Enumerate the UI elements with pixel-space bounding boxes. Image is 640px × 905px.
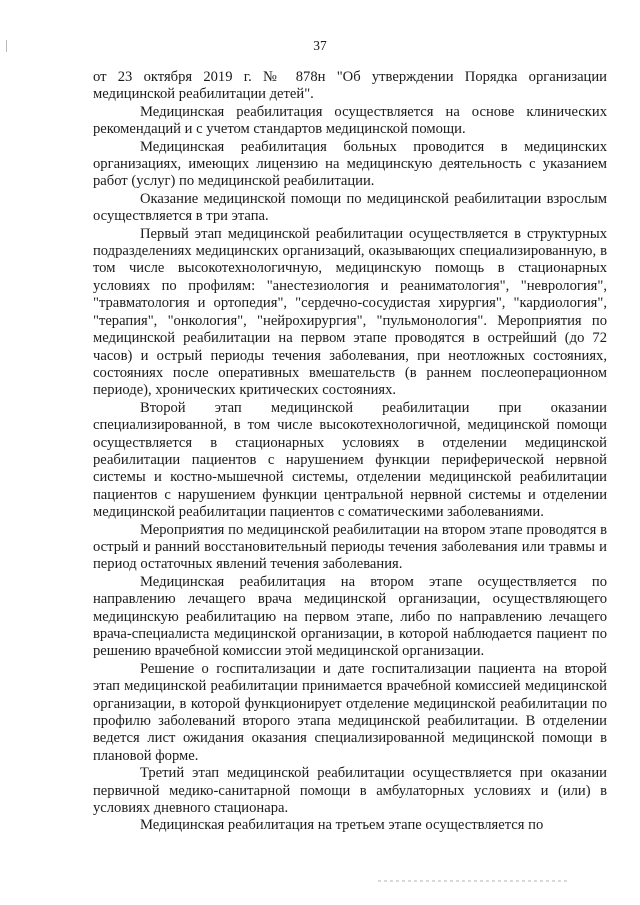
paragraph-9: Решение о госпитализации и дате госпитализации пациента на второй этап медицинской реабилитации принимается врачебной комиссией медицинской организации, в которой функционирует отделение медицинской реабилитации по профилю заболеваний второго этапа медицинской реабилитации. В отделении ведется лист ожидания оказания специализированной медицинской помощи в плановой форме. [93, 660, 607, 764]
paragraph-2: Медицинская реабилитация осуществляется на основе клинических рекомендаций и с учетом стандартов медицинской помощи. [93, 103, 607, 138]
paragraph-1: от 23 октября 2019 г. № 878н "Об утверждении Порядка организации медицинской реабилитации детей". [93, 69, 607, 103]
paragraph-3: Медицинская реабилитация больных проводится в медицинских организациях, имеющих лицензию на медицинскую деятельность с указанием работ (услуг) по медицинской реабилитации. [93, 138, 607, 190]
paragraph-7: Мероприятия по медицинской реабилитации на втором этапе проводятся в острый и ранний восстановительный периоды течения заболевания или травмы и период остаточных явлений течения заболевания. [93, 521, 607, 573]
paragraph-5: Первый этап медицинской реабилитации осуществляется в структурных подразделениях медицинских организаций, оказывающих специализированную, в том числе высокотехнологичную, медицинскую помощь в стационарных условиях по профилям: "анестезиология и реаниматология", "неврология", "травматология и ортопедия", "сердечно-сосудистая хирургия", "кардиология", "терапия", "онкология", "нейрохирургия", "пульмонология". Мероприятия по медицинской реабилитации на первом этапе проводятся в острейший (до 72 часов) и острый периоды течения заболевания, при неотложных состояниях, состояниях после оперативных вмешательств (в раннем послеоперационном периоде), хронических критических состояниях. [93, 225, 607, 399]
paragraph-10: Третий этап медицинской реабилитации осуществляется при оказании первичной медико-санитарной помощи в амбулаторных условиях и (или) в условиях дневного стационара. [93, 765, 607, 817]
paragraph-8: Медицинская реабилитация на втором этапе осуществляется по направлению лечащего врача медицинской организации, осуществляющего медицинскую реабилитацию на первом этапе, либо по направлению лечащего врача-специалиста медицинской организации, в которой наблюдается пациент по решению врачебной комиссии этой медицинской организации. [93, 573, 607, 660]
paragraph-6: Второй этап медицинской реабилитации при оказании специализированной, в том числе высокотехнологичной, медицинской помощи осуществляется в стационарных условиях в отделении медицинской реабилитации пациентов с нарушением функции периферической нервной системы и костно-мышечной системы, отделении медицинской реабилитации пациентов с нарушением функции центральной нервной системы и отделении медицинской реабилитации пациентов с соматическими заболеваниями. [93, 399, 607, 521]
paragraph-4: Оказание медицинской помощи по медицинской реабилитации взрослым осуществляется в три этапа. [93, 190, 607, 225]
page-number: 37 [313, 38, 327, 53]
scan-footer-noise [378, 880, 568, 882]
document-body [93, 69, 607, 835]
paragraph-11: Медицинская реабилитация на третьем этапе осуществляется по [140, 817, 544, 834]
